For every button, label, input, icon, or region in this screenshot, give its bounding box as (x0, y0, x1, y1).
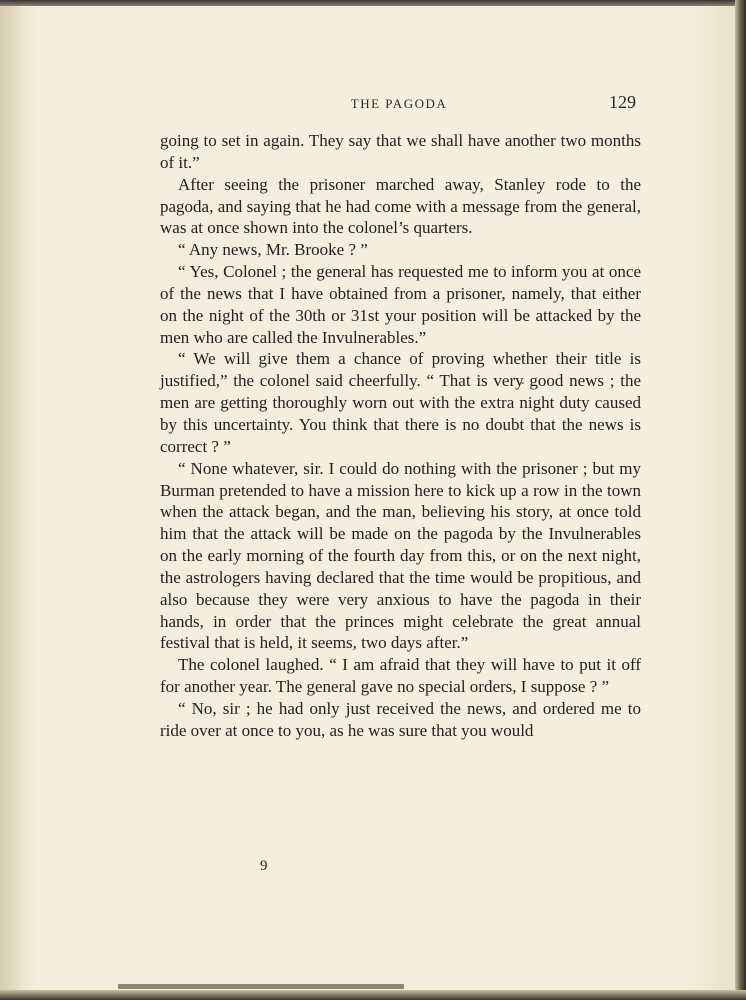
page-bottom-edge (0, 990, 746, 1000)
page-gutter-shadow (0, 0, 22, 1000)
paragraph: After seeing the prisoner marched away, Stanley rode to the pagoda, and saying that he had come with a message from the general, was at once shown into the colonel’s quarters. (160, 174, 641, 238)
running-title: THE PAGODA (350, 96, 448, 111)
paragraph: “ No, sir ; he had only just received the news, and ordered me to ride over at once to you, as he was sure that you would (160, 698, 641, 740)
signature-mark: 9 (260, 858, 268, 874)
binding-strip (118, 984, 404, 989)
paragraph: “ We will give them a chance of proving whether their title is justified,” the colonel said cheerfully. “ That is very good news ; the men are getting thoroughly worn out with the extra night duty caused by this uncertainty. You think that there is no doubt that the news is correct ? ” (160, 349, 641, 456)
page-header (160, 92, 638, 114)
paragraph: “ Yes, Colonel ; the general has requested me to inform you at once of the news that I have obtained from a prisoner, namely, that either on the night of the 30th or 31st your position will be attacked by the men who are called the Invulnerables.” (160, 262, 641, 347)
paragraph: going to set in again. They say that we shall have another two months of it.” (160, 131, 641, 172)
book-cover-edge (735, 0, 746, 1000)
page-top-edge (0, 0, 746, 6)
page-number: 129 (609, 92, 636, 112)
paragraph: The colonel laughed. “ I am afraid that they will have to put it off for another year. The general gave no special orders, I suppose ? ” (160, 655, 641, 697)
body-text (160, 130, 641, 742)
paragraph: “ None whatever, sir. I could do nothing with the prisoner ; but my Burman pretended to have a mission here to kick up a row in the town when the attack began, and the man, believing his story, at once told him that the attack will be made on the pagoda by the Invulnerables on the early morning of the fourth day from this, or on the next night, the astrologers having declared that the time would be propitious, and also because they were very anxious to have the pagoda in their hands, in order that the princes might celebrate the great annual festival that is held, it seems, two days after.” (160, 458, 641, 653)
paragraph: “ Any news, Mr. Brooke ? ” (178, 240, 368, 260)
